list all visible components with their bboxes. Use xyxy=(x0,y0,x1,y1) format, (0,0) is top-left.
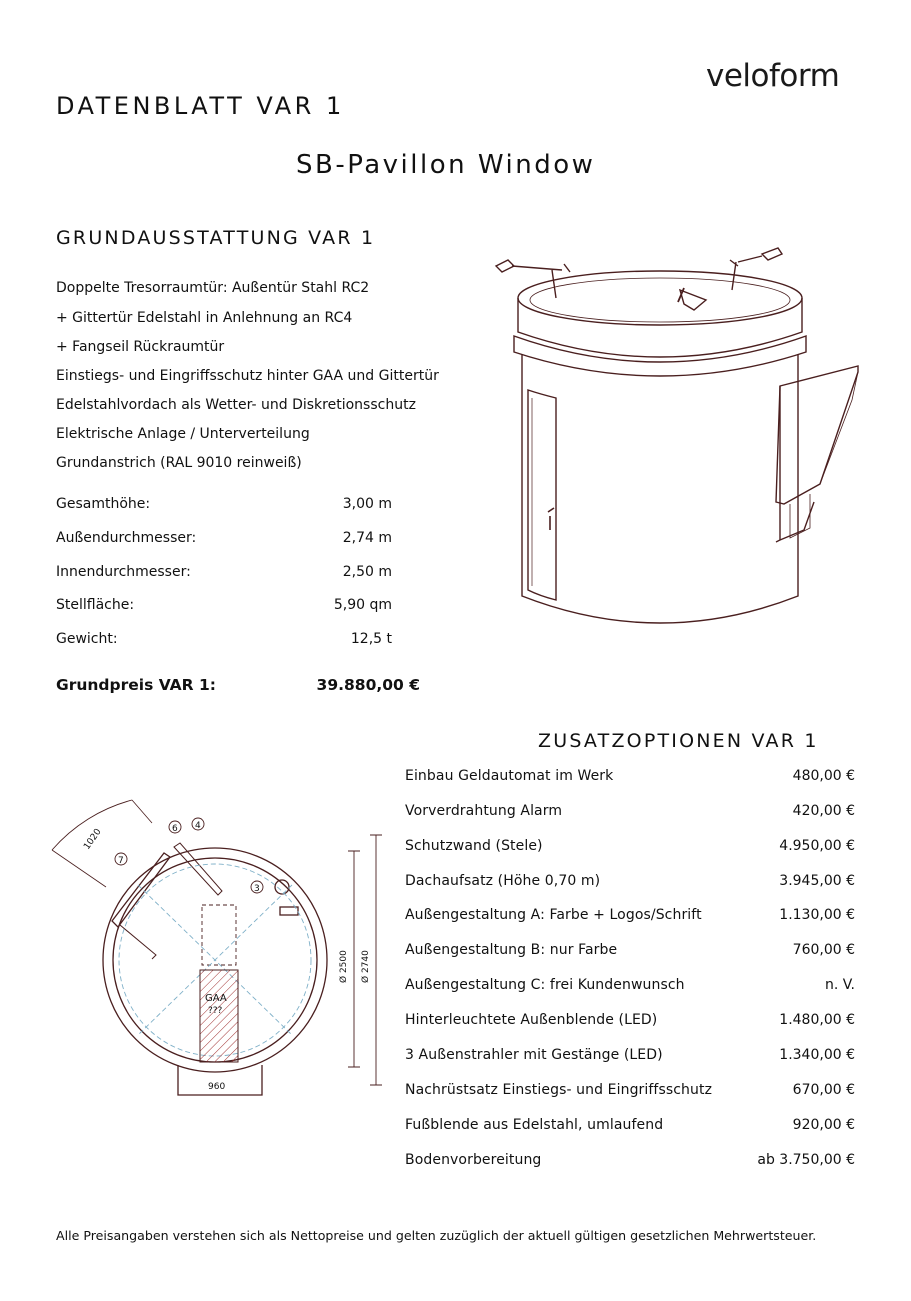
option-price: 760,00 € xyxy=(792,942,855,958)
dim-1020: 1020 xyxy=(82,827,104,852)
option-price: 920,00 € xyxy=(792,1117,855,1133)
plan-label-qqq: ??? xyxy=(208,1006,223,1016)
option-label: Außengestaltung C: frei Kundenwunsch xyxy=(405,977,685,993)
option-price: 420,00 € xyxy=(792,803,855,819)
spec-label-height: Gesamthöhe: xyxy=(56,496,151,512)
option-label: Einbau Geldautomat im Werk xyxy=(405,768,614,784)
spec-label-footprint: Stellfläche: xyxy=(56,597,135,613)
option-label: Vorverdrahtung Alarm xyxy=(405,803,563,819)
option-label: Fußblende aus Edelstahl, umlaufend xyxy=(405,1117,664,1133)
option-label: Nachrüstsatz Einstiegs- und Eingriffsschutz xyxy=(405,1082,713,1098)
option-label: Dachaufsatz (Höhe 0,70 m) xyxy=(405,873,601,889)
feature-item: Elektrische Anlage / Unterverteilung xyxy=(56,426,310,442)
feature-item: + Fangseil Rückraumtür xyxy=(56,339,225,355)
option-price: 1.130,00 € xyxy=(779,907,855,923)
plan-label-gaa: GAA xyxy=(205,993,227,1004)
options-heading: ZUSATZOPTIONEN VAR 1 xyxy=(538,730,819,752)
floor-plan xyxy=(40,795,390,1120)
option-price: ab 3.750,00 € xyxy=(757,1152,855,1168)
dim-960: 960 xyxy=(208,1082,226,1092)
dim-2500: Ø 2500 xyxy=(339,950,349,983)
footer-note: Alle Preisangaben verstehen sich als Nettopreise und gelten zuzüglich der aktuell gültigen gesetzlichen Mehrwertsteuer. xyxy=(56,1228,817,1243)
callout-7: 7 xyxy=(118,856,124,866)
spec-label-weight: Gewicht: xyxy=(56,631,118,647)
option-price: 1.480,00 € xyxy=(779,1012,855,1028)
spec-value-height: 3,00 m xyxy=(342,496,392,512)
option-price: 670,00 € xyxy=(792,1082,855,1098)
option-label: Außengestaltung A: Farbe + Logos/Schrift xyxy=(405,907,702,923)
option-price: 480,00 € xyxy=(792,768,855,784)
spec-label-outer-diameter: Außendurchmesser: xyxy=(56,530,197,546)
option-label: Bodenvorbereitung xyxy=(405,1152,542,1168)
spec-label-inner-diameter: Innendurchmesser: xyxy=(56,564,191,580)
logo-text: veloform xyxy=(706,58,840,94)
callout-6: 6 xyxy=(172,824,178,834)
spec-value-outer-diameter: 2,74 m xyxy=(342,530,392,546)
document-subtitle: SB-Pavillon Window xyxy=(296,150,596,180)
veloform-logo xyxy=(706,58,839,94)
option-price: 3.945,00 € xyxy=(779,873,855,889)
spec-value-weight: 12,5 t xyxy=(350,631,392,647)
callout-4: 4 xyxy=(195,821,201,831)
option-price: 4.950,00 € xyxy=(779,838,855,854)
dim-2740: Ø 2740 xyxy=(361,950,371,983)
feature-item: Doppelte Tresorraumtür: Außentür Stahl RC2 xyxy=(56,280,370,296)
option-label: 3 Außenstrahler mit Gestänge (LED) xyxy=(405,1047,663,1063)
feature-item: Einstiegs- und Eingriffsschutz hinter GAA und Gittertür xyxy=(56,368,439,384)
spec-value-footprint: 5,90 qm xyxy=(333,597,392,613)
basic-equipment-heading: GRUNDAUSSTATTUNG VAR 1 xyxy=(56,227,376,249)
spec-value-inner-diameter: 2,50 m xyxy=(342,564,392,580)
option-label: Schutzwand (Stele) xyxy=(405,838,543,854)
option-price: 1.340,00 € xyxy=(779,1047,855,1063)
option-label: Hinterleuchtete Außenblende (LED) xyxy=(405,1012,658,1028)
callout-3: 3 xyxy=(254,884,260,894)
option-price: n. V. xyxy=(825,977,855,993)
base-price-label: Grundpreis VAR 1: xyxy=(56,676,216,694)
document-title: DATENBLATT VAR 1 xyxy=(56,92,345,120)
feature-item: + Gittertür Edelstahl in Anlehnung an RC4 xyxy=(56,310,353,326)
feature-item: Grundanstrich (RAL 9010 reinweiß) xyxy=(56,455,302,471)
feature-item: Edelstahlvordach als Wetter- und Diskretionsschutz xyxy=(56,397,416,413)
option-label: Außengestaltung B: nur Farbe xyxy=(405,942,618,958)
pavilion-illustration xyxy=(480,240,870,660)
base-price-value: 39.880,00 € xyxy=(316,676,420,694)
